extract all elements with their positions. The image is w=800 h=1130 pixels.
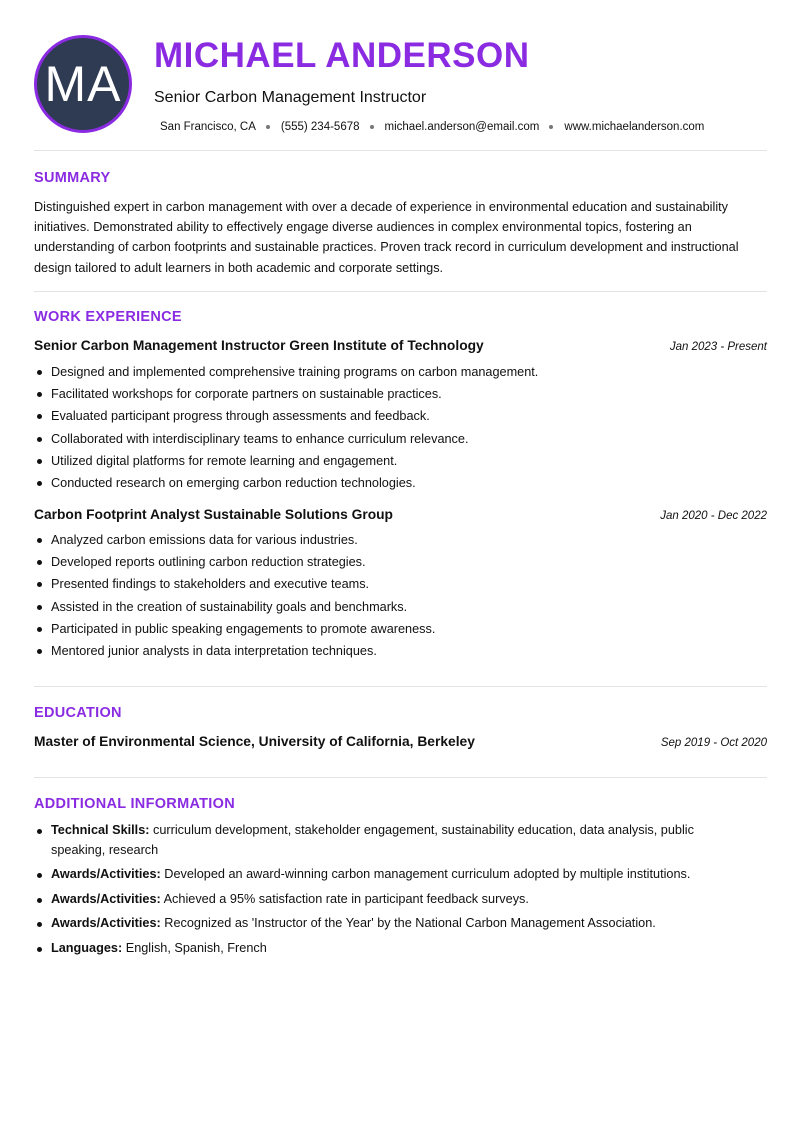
list-item: Participated in public speaking engagements to promote awareness. xyxy=(34,618,767,640)
section-divider xyxy=(34,686,767,687)
job-role: Senior Carbon Management Instructor Green Institute of Technology xyxy=(34,338,484,353)
summary-heading: SUMMARY xyxy=(34,170,111,186)
job-dates: Jan 2023 - Present xyxy=(669,341,767,353)
list-item xyxy=(34,890,734,910)
bullet-separator xyxy=(266,125,270,129)
education-dates: Sep 2019 - Oct 2020 xyxy=(660,737,767,749)
website-link[interactable]: www.michaelanderson.com xyxy=(564,121,705,133)
summary-text: Distinguished expert in carbon management with over a decade of experience in environmental education and sustainability initiatives. Demonstrated ability to effectively engage diverse audiences in complex environmental topics, fostering an understanding of carbon footprints and sustainable practices. Proven track record in curriculum development and instructional design tailored to adult learners in both academic and corporate settings. xyxy=(34,200,739,275)
info-text: English, Spanish, French xyxy=(122,940,267,955)
contact-info xyxy=(160,121,704,133)
job-header xyxy=(34,507,767,522)
job-role: Carbon Footprint Analyst Sustainable Solutions Group xyxy=(34,507,393,522)
candidate-name: MICHAEL ANDERSON xyxy=(154,36,530,75)
job-dates: Jan 2020 - Dec 2022 xyxy=(660,510,767,522)
additional-info-list xyxy=(34,821,734,963)
education-entry xyxy=(34,734,767,749)
work-experience-heading: WORK EXPERIENCE xyxy=(34,309,182,325)
location-text: San Francisco, CA xyxy=(160,121,256,133)
info-text: Achieved a 95% satisfaction rate in participant feedback surveys. xyxy=(160,891,529,906)
job-bullet-list xyxy=(34,361,767,494)
list-item: Evaluated participant progress through assessments and feedback. xyxy=(34,405,767,427)
avatar xyxy=(34,35,132,133)
additional-info-heading: ADDITIONAL INFORMATION xyxy=(34,796,235,812)
list-item: Facilitated workshops for corporate partners on sustainable practices. xyxy=(34,383,767,405)
section-divider xyxy=(34,777,767,778)
list-item xyxy=(34,865,734,885)
section-divider xyxy=(34,150,767,151)
list-item xyxy=(34,939,734,959)
list-item: Utilized digital platforms for remote learning and engagement. xyxy=(34,450,767,472)
list-item: Collaborated with interdisciplinary teams to enhance curriculum relevance. xyxy=(34,428,767,450)
info-text: Recognized as 'Instructor of the Year' by the National Carbon Management Association. xyxy=(160,916,656,930)
info-text: curriculum development, stakeholder engagement, sustainability education, data analysis, public speaking, research xyxy=(51,823,694,857)
info-label: Awards/Activities: xyxy=(51,867,161,881)
job-header xyxy=(34,338,767,353)
avatar-initials: MA xyxy=(44,56,122,112)
info-label: Awards/Activities: xyxy=(51,916,161,930)
info-label: Technical Skills: xyxy=(51,823,150,837)
list-item: Conducted research on emerging carbon reduction technologies. xyxy=(34,472,767,494)
candidate-title: Senior Carbon Management Instructor xyxy=(154,89,427,106)
list-item: Assisted in the creation of sustainability goals and benchmarks. xyxy=(34,596,767,618)
section-divider xyxy=(34,291,767,292)
list-item: Analyzed carbon emissions data for various industries. xyxy=(34,529,767,551)
list-item xyxy=(34,914,734,934)
job-bullet-list xyxy=(34,529,767,662)
bullet-separator xyxy=(549,125,553,129)
list-item xyxy=(34,821,734,860)
email-link[interactable]: michael.anderson@email.com xyxy=(384,121,540,133)
list-item: Developed reports outlining carbon reduction strategies. xyxy=(34,551,767,573)
list-item: Mentored junior analysts in data interpretation techniques. xyxy=(34,640,767,662)
degree-text: Master of Environmental Science, University of California, Berkeley xyxy=(34,734,475,749)
list-item: Designed and implemented comprehensive training programs on carbon management. xyxy=(34,361,767,383)
education-heading: EDUCATION xyxy=(34,705,122,721)
bullet-separator xyxy=(370,125,374,129)
info-label: Languages: xyxy=(51,940,123,955)
phone-text: (555) 234-5678 xyxy=(280,121,360,133)
info-label: Awards/Activities: xyxy=(51,891,161,906)
info-text: Developed an award-winning carbon management curriculum adopted by multiple institutions. xyxy=(160,867,691,881)
list-item: Presented findings to stakeholders and executive teams. xyxy=(34,573,767,595)
